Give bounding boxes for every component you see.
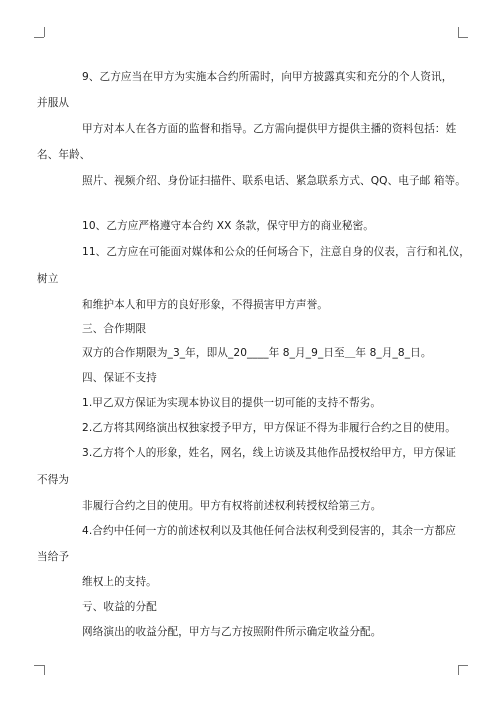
text-line: 名、年龄、 [37, 149, 91, 161]
crop-mark-line [44, 27, 45, 37]
text-line: 不得为 [37, 474, 70, 486]
text-line: 非履行合约之目的使用。甲方有权将前述权利转授权给第三方。 [82, 500, 382, 512]
text-line: 1.甲乙双方保证为实现本协议目的提供一切可能的支持不帮劣。 [82, 397, 382, 409]
text-line: 树立 [37, 273, 59, 285]
crop-mark-line [458, 665, 468, 666]
crop-mark-line [34, 665, 44, 666]
text-line: 和维护本人和甲方的良好形象，不得损害甲方声誉。 [82, 299, 328, 311]
text-line: 4.合约中任何一方的前述权利以及其他任何合法权利受到侵害的，其余一方都应 [82, 525, 456, 537]
section-heading: 三、合作期限 [82, 323, 147, 335]
text-line: 维权上的支持。 [82, 576, 157, 588]
text-line: 2.乙方将其网络演出权独家授予甲方，甲方保证不得为非履行合约之目的使用。 [82, 422, 456, 434]
crop-mark-line [44, 665, 45, 675]
crop-mark-line [458, 37, 468, 38]
crop-mark-line [458, 665, 459, 675]
text-line: 网络演出的收益分配，甲方与乙方按照附件所示确定收益分配。 [82, 626, 382, 638]
text-line: 照片、视频介绍、身份证扫描件、联系电话、紧急联系方式、QQ、电子邮 箱等。 [82, 175, 466, 187]
crop-mark-line [34, 37, 44, 38]
text-line: 10、乙方应严格遵守本合约 XX 条款，保守甲方的商业秘密。 [82, 220, 374, 232]
text-line: 双方的合作期限为_3_年，即从_20____年 8_月_9_日至＿年 8_月_8_日。 [82, 347, 432, 359]
text-line: 并服从 [37, 97, 70, 109]
text-line: 9、乙方应当在甲方为实施本合约所需时，向甲方披露真实和充分的个人资讯， [82, 71, 453, 83]
text-line: 甲方对本人在各方面的监督和指导。乙方需向提供甲方提供主播的资料包括：姓 [82, 123, 457, 135]
section-heading: 四、保证不支持 [82, 372, 157, 384]
text-line: 3.乙方将个人的形象，姓名，网名，线上访谈及其他作品授权给甲方，甲方保证 [82, 447, 456, 459]
crop-mark-line [458, 27, 459, 37]
text-line: 当给予 [37, 551, 70, 563]
text-line: 11、乙方应在可能面对媒体和公众的任何场合下，注意自身的仪表，言行和礼仪， [82, 246, 470, 258]
section-heading: 亏、收益的分配 [82, 601, 157, 613]
